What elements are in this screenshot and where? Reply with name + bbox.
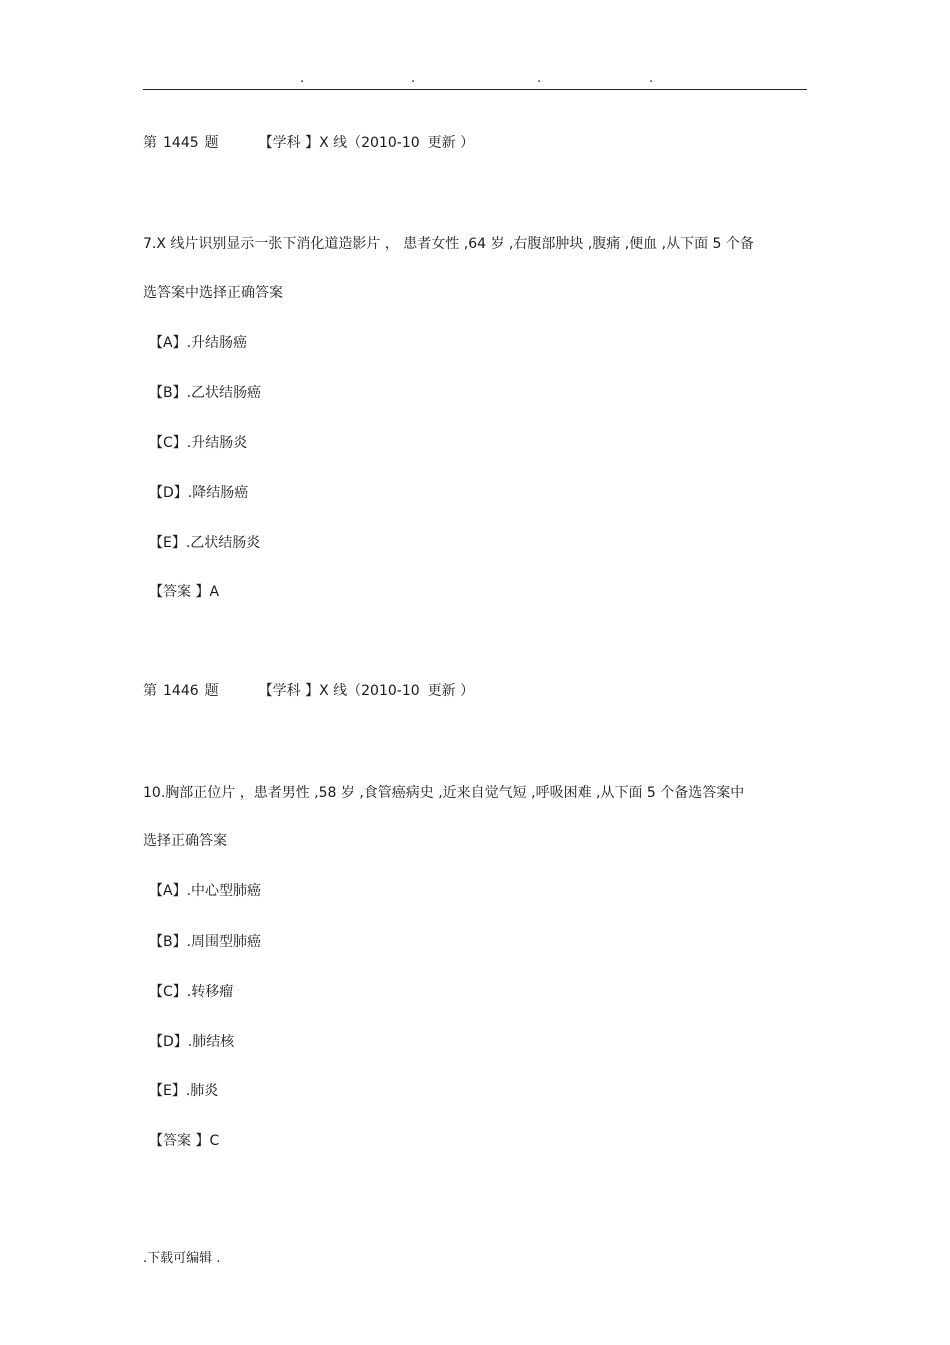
answer-option-e: 【E】.乙状结肠炎 (149, 535, 261, 551)
answer-key: 【答案 】A (149, 584, 220, 600)
question-id-prefix: 第 (143, 683, 157, 699)
question-subject: 【学科 】X 线（ (258, 135, 362, 151)
answer-option-c: 【C】.升结肠炎 (149, 435, 248, 451)
question-number: 1445 (163, 135, 199, 151)
question-header (143, 133, 474, 153)
question-header (143, 681, 474, 701)
answer-option-b: 【B】.周围型肺癌 (149, 934, 262, 950)
header-dot: . (411, 71, 416, 86)
answer-option-c: 【C】.转移瘤 (149, 984, 234, 1000)
question-version: 2010-10 (361, 135, 420, 151)
question-stem: 10.胸部正位片 ，患者男性 ,58 岁 ,食管癌病史 ,近来自觉气短 ,呼吸困难 ,从下面 5 个备选答案中 (143, 785, 745, 801)
header-rule (143, 89, 807, 90)
header-dot: . (300, 71, 305, 86)
answer-option-a: 【A】.升结肠癌 (149, 335, 248, 351)
question-stem: 7.X 线片识别显示一张下消化道造影片 ， 患者女性 ,64 岁 ,右腹部肿块 ,腹痛 ,便血 ,从下面 5 个备 (143, 236, 754, 252)
header-dot: . (537, 71, 542, 86)
header-dot: . (649, 71, 654, 86)
answer-option-d: 【D】.肺结核 (149, 1034, 235, 1050)
question-id-suffix: 题 (204, 135, 219, 151)
question-number: 1446 (163, 683, 199, 699)
question-stem-cont: 选答案中选择正确答案 (143, 285, 283, 301)
question-update: 更新 ） (427, 683, 475, 699)
question-version: 2010-10 (361, 683, 420, 699)
answer-option-e: 【E】.肺炎 (149, 1083, 219, 1099)
question-update: 更新 ） (427, 135, 475, 151)
answer-option-a: 【A】.中心型肺癌 (149, 883, 262, 899)
answer-option-d: 【D】.降结肠癌 (149, 485, 249, 501)
question-id-suffix: 题 (204, 683, 219, 699)
page-footer: .下载可编辑 . (143, 1251, 221, 1266)
page-header-dots (0, 72, 950, 86)
answer-option-b: 【B】.乙状结肠癌 (149, 385, 262, 401)
question-stem-cont: 选择正确答案 (143, 833, 227, 849)
answer-key: 【答案 】C (149, 1133, 220, 1149)
question-subject: 【学科 】X 线（ (258, 683, 362, 699)
question-id-prefix: 第 (143, 135, 157, 151)
